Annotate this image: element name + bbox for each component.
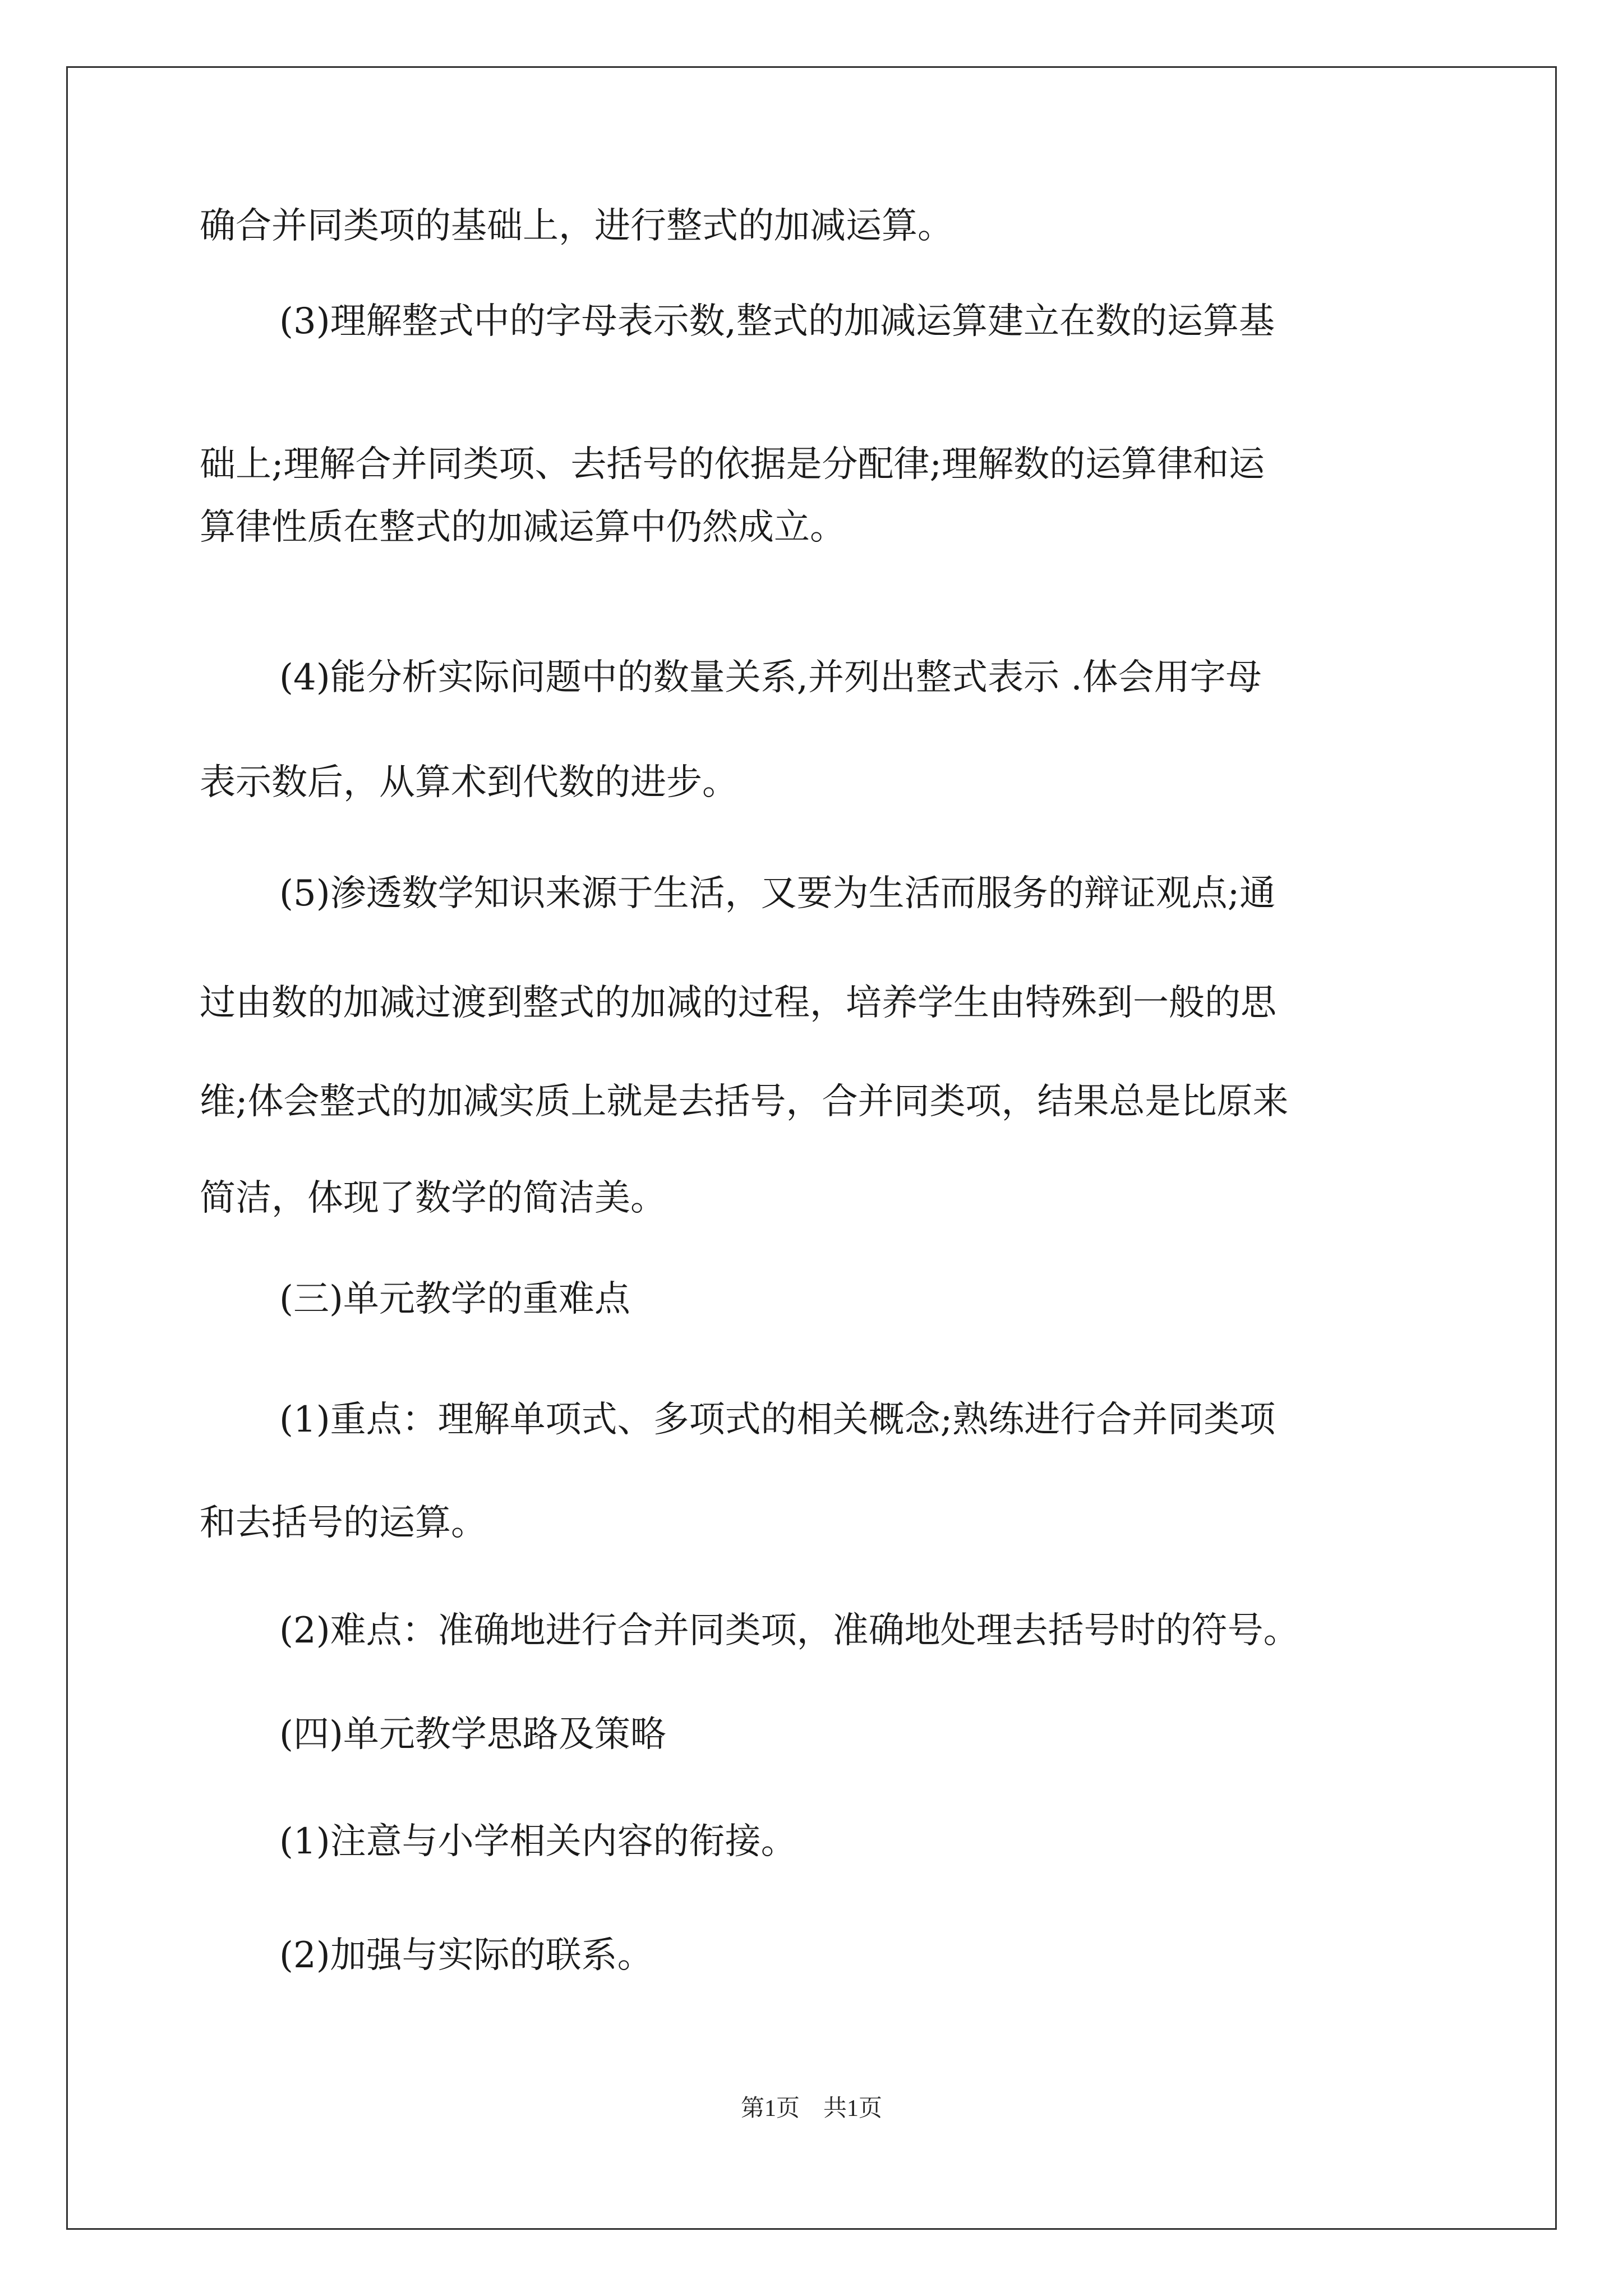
- page-border: [66, 66, 1557, 2230]
- text-line: (2)难点：准确地进行合并同类项，准确地处理去括号时的符号。: [279, 1610, 1299, 1651]
- text-line: (1)重点：理解单项式、多项式的相关概念;熟练进行合并同类项: [279, 1399, 1276, 1441]
- text-line: (3)理解整式中的字母表示数,整式的加减运算建立在数的运算基: [279, 301, 1275, 342]
- page-number-footer: 第1页 共1页: [740, 2096, 882, 2122]
- text-line: (1)注意与小学相关内容的衔接。: [279, 1821, 797, 1862]
- text-line: 础上;理解合并同类项、去括号的依据是分配律;理解数的运算律和运: [200, 444, 1265, 485]
- text-line: (2)加强与实际的联系。: [279, 1935, 653, 1976]
- text-line: 和去括号的运算。: [200, 1502, 487, 1544]
- text-line: 简洁，体现了数学的简洁美。: [200, 1177, 666, 1219]
- text-line: 表示数后，从算术到代数的进步。: [200, 762, 738, 803]
- section-heading: (三)单元教学的重难点: [279, 1278, 630, 1320]
- text-line: 维;体会整式的加减实质上就是去括号，合并同类项，结果总是比原来: [200, 1081, 1289, 1122]
- text-line: 算律性质在整式的加减运算中仍然成立。: [200, 507, 846, 548]
- text-line: 过由数的加减过渡到整式的加减的过程，培养学生由特殊到一般的思: [200, 982, 1276, 1024]
- text-line: (4)能分析实际问题中的数量关系,并列出整式表示 .体会用字母: [279, 657, 1262, 698]
- text-line: (5)渗透数学知识来源于生活，又要为生活而服务的辩证观点;通: [279, 873, 1276, 914]
- section-heading: (四)单元教学思路及策略: [279, 1714, 666, 1755]
- text-line: 确合并同类项的基础上，进行整式的加减运算。: [200, 205, 953, 247]
